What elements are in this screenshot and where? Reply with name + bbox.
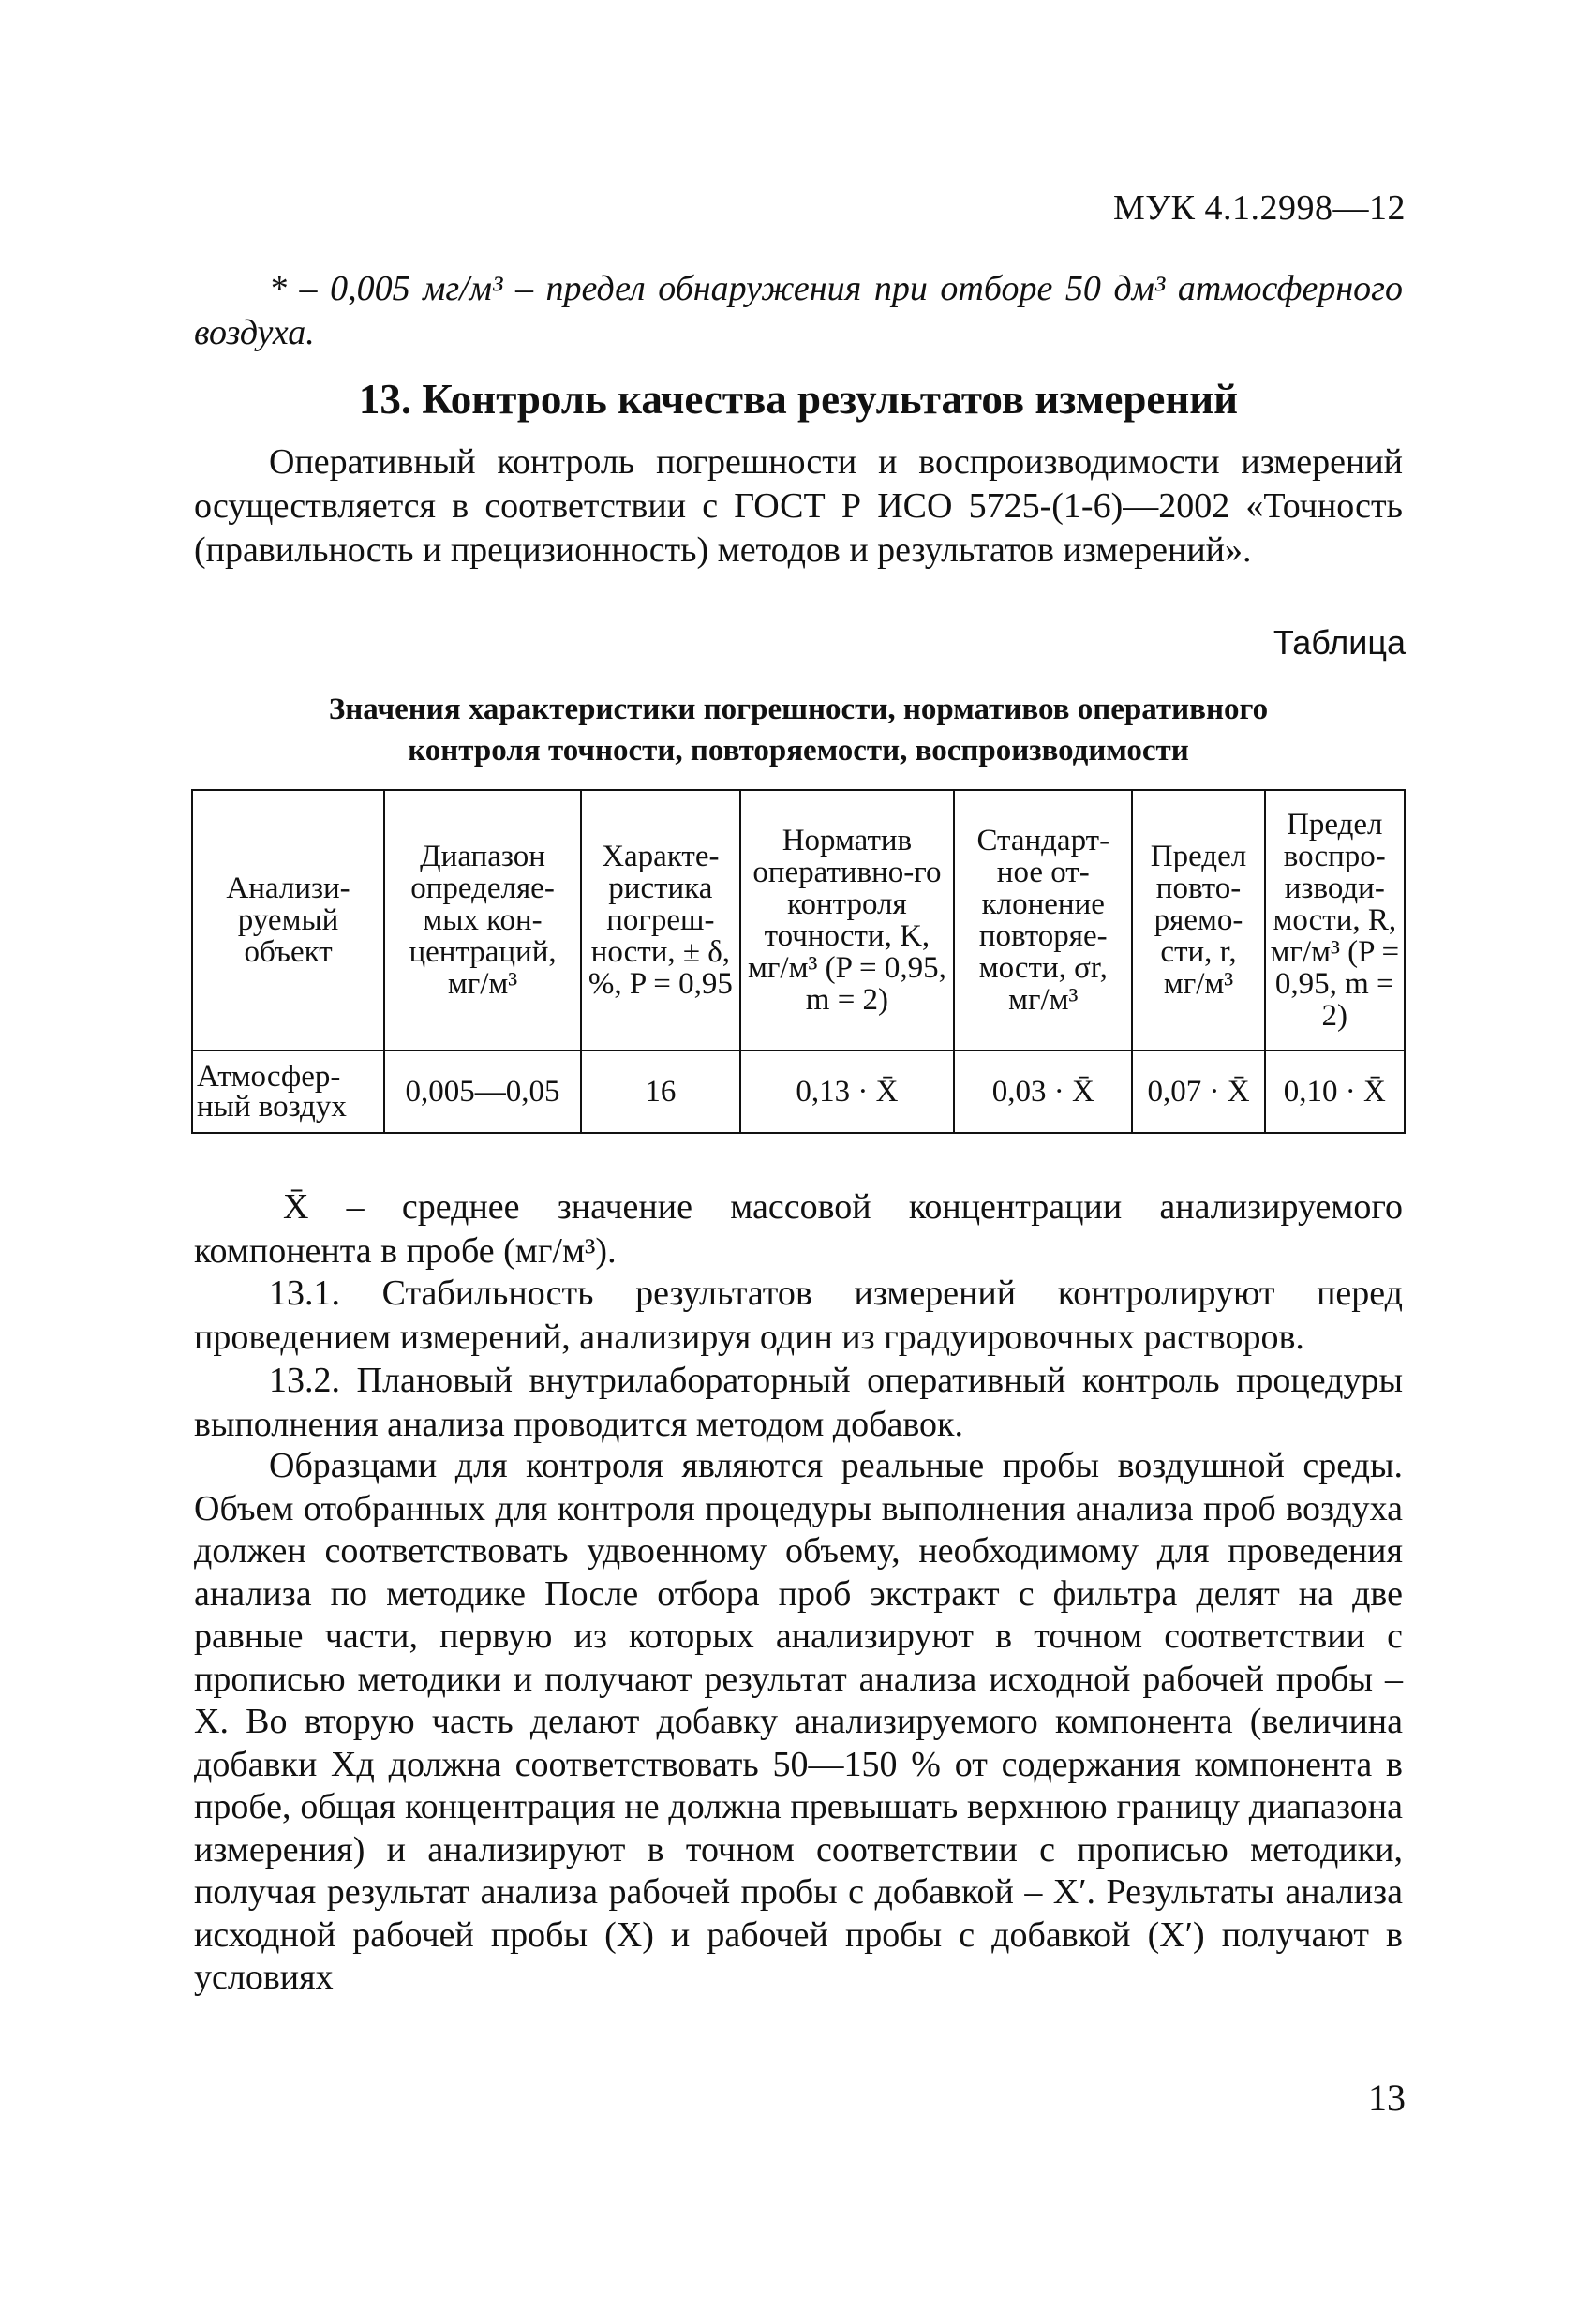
document-code: МУК 4.1.2998—12 [1112, 188, 1406, 228]
header-concentration-range: Диапазон определяе-мых кон-центраций, мг/м³ [384, 790, 581, 1050]
header-analyzed-object: Анализи-руемый объект [192, 790, 384, 1050]
header-accuracy-control-standard: Норматив оперативно-го контроля точности, K, мг/м³ (P = 0,95, m = 2) [740, 790, 954, 1050]
section-intro-paragraph: Оперативный контроль погрешности и воспроизводимости измерений осуществляется в соответствии с ГОСТ Р ИСО 5725-(1-6)—2002 «Точность (правильность и прецизионность) методов и результатов измерений». [194, 442, 1403, 570]
table-caption [194, 689, 1403, 771]
section-title: 13. Контроль качества результатов измерений [358, 376, 1239, 423]
header-error-characteristic: Характе-ристика погреш-ности, ± δ, %, P = 0,95 [581, 790, 740, 1050]
paragraph-13-2: 13.2. Плановый внутрилабораторный оперативный контроль процедуры выполнения анализа проводится методом добавок. [194, 1361, 1403, 1444]
cell-repeatability-limit: 0,07 · X̄ [1132, 1050, 1264, 1133]
table-caption-line-1: Значения характеристики погрешности, нормативов оперативного [328, 693, 1269, 726]
header-repeatability-limit: Предел повто-ряемо-сти, r, мг/м³ [1132, 790, 1264, 1050]
cell-concentration-range: 0,005—0,05 [384, 1050, 581, 1133]
cell-repeatability-std-deviation: 0,03 · X̄ [954, 1050, 1132, 1133]
error-characteristics-table [191, 789, 1406, 1134]
cell-accuracy-control-standard: 0,13 · X̄ [740, 1050, 954, 1133]
header-reproducibility-limit: Предел воспро-изводи-мости, R, мг/м³ (P = 0,95, m = 2) [1265, 790, 1405, 1050]
table-caption-line-2: контроля точности, повторяемости, воспроизводимости [408, 734, 1189, 767]
detection-limit-note: * – 0,005 мг/м³ – предел обнаружения при отборе 50 дм³ атмосферного воздуха. [194, 269, 1403, 352]
table-header-row [192, 790, 1405, 1050]
control-samples-paragraph: Образцами для контроля являются реальные пробы воздушной среды. Объем отобранных для контроля процедуры выполнения анализа проб воздуха должен соответствовать удвоенному объему, необходимому для проведения анализа по методике После отбора проб экстракт с фильтра делят на две равные части, первую из которых анализируют в точном соответствии с прописью методики и получают результат анализа исходной рабочей пробы – X. Во вторую часть делают добавку анализируемого компонента (величина добавки Xд должна соответствовать 50—150 % от содержания компонента в пробе, общая концентрация не должна превышать верхнюю границу диапазона измерения) и анализируют в точном соответствии с прописью методики, получая результат анализа рабочей пробы с добавкой – X′. Результаты анализа исходной рабочей пробы (X) и рабочей пробы с добавкой (X′) получают в условиях [194, 1446, 1403, 1997]
cell-error-characteristic: 16 [581, 1050, 740, 1133]
mean-value-definition: X̄ – среднее значение массовой концентрации анализируемого компонента в пробе (мг/м³). [194, 1187, 1403, 1271]
cell-reproducibility-limit: 0,10 · X̄ [1265, 1050, 1405, 1133]
table-label: Таблица [1273, 623, 1406, 662]
table-row [192, 1050, 1405, 1133]
page-number: 13 [1368, 2077, 1406, 2119]
paragraph-13-1: 13.1. Стабильность результатов измерений контролируют перед проведением измерений, анализируя один из градуировочных растворов. [194, 1274, 1403, 1357]
header-repeatability-std-deviation: Стандарт-ное от-клонение повторяе-мости, σr, мг/м³ [954, 790, 1132, 1050]
cell-analyzed-object: Атмосфер-ный воздух [192, 1050, 384, 1133]
